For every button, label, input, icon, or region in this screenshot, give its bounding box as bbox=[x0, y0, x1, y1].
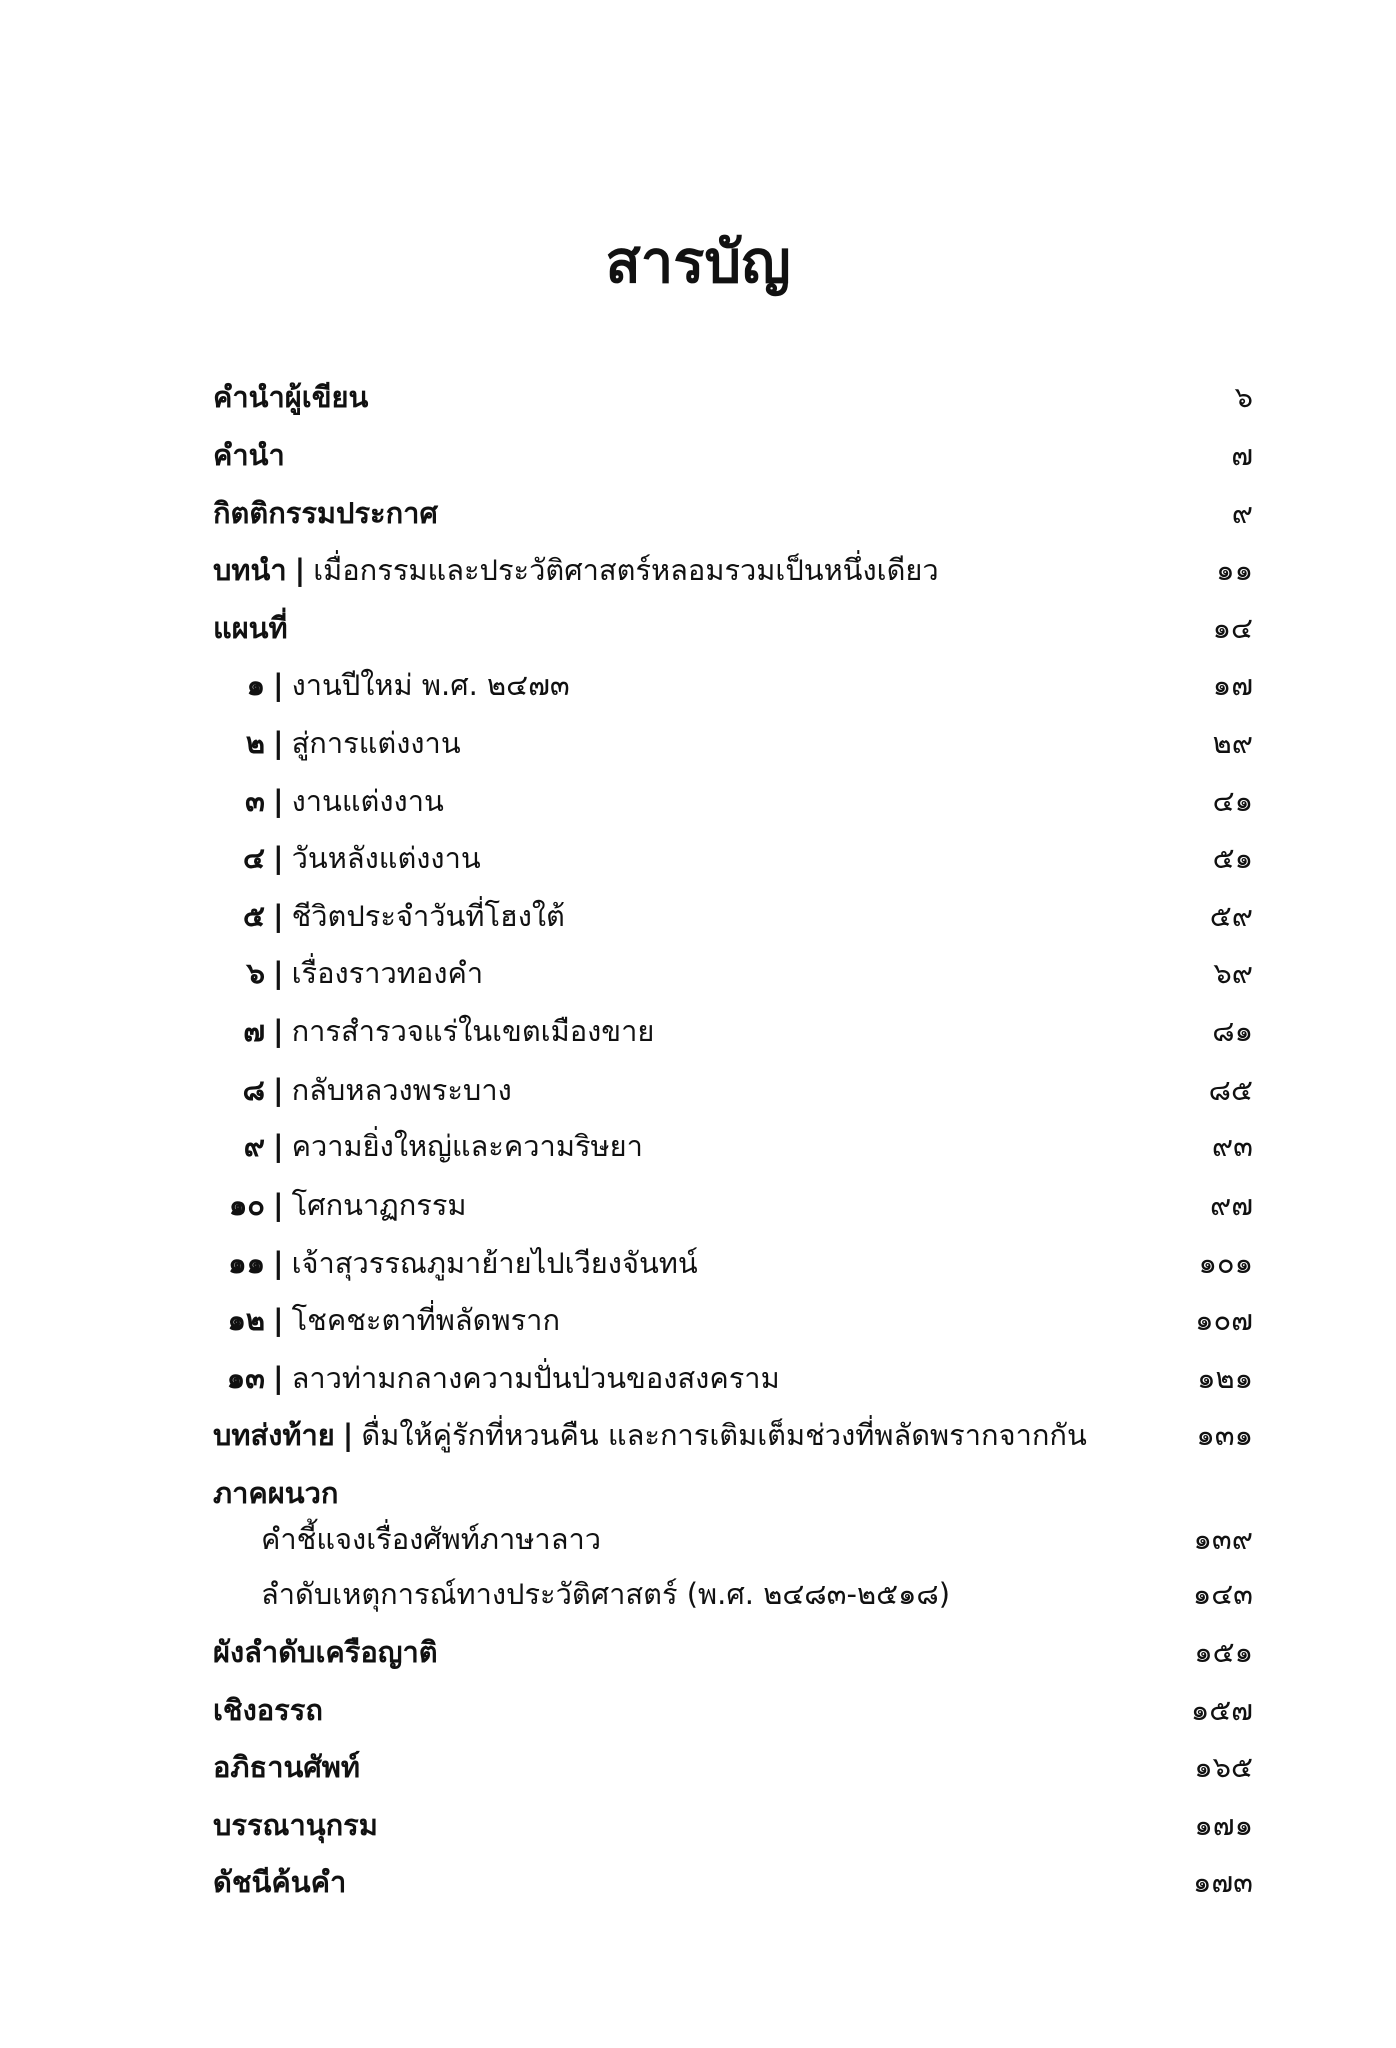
page-number: ๒๙ bbox=[1212, 726, 1253, 760]
page-number: ๑๒๑ bbox=[1197, 1361, 1253, 1395]
page-number: ๑๔ bbox=[1212, 611, 1253, 645]
chapter-number: ๑๓ bbox=[226, 1361, 265, 1395]
toc-entry-title bbox=[213, 430, 285, 480]
toc-entry[interactable] bbox=[213, 660, 1253, 710]
toc-entry-title bbox=[213, 1121, 643, 1171]
page-number: ๑๓๙ bbox=[1193, 1522, 1253, 1556]
toc-entry-title bbox=[213, 948, 483, 998]
separator: | bbox=[273, 668, 284, 702]
section-subtitle: เมื่อกรรมและประวัติศาสตร์หลอมรวมเป็นหนึ่งเดียว bbox=[313, 553, 939, 587]
separator: | bbox=[273, 1073, 284, 1107]
separator: | bbox=[273, 1361, 284, 1395]
chapter-title: เจ้าสุวรรณภูมาย้ายไปเวียงจันทน์ bbox=[291, 1246, 698, 1280]
section-prefix: บทนำ bbox=[213, 553, 287, 587]
page-number: ๑๕๑ bbox=[1194, 1635, 1253, 1669]
section-heading: ดัชนีค้นคำ bbox=[213, 1865, 347, 1899]
page-number: ๕๙ bbox=[1209, 899, 1253, 933]
toc-entry[interactable] bbox=[213, 1569, 1253, 1619]
toc-entry-title bbox=[213, 545, 939, 595]
toc-entry[interactable] bbox=[213, 1353, 1253, 1403]
page-number: ๑๐๑ bbox=[1198, 1246, 1253, 1280]
section-heading: แผนที่ bbox=[213, 611, 288, 645]
toc-entry-title bbox=[213, 1857, 346, 1907]
toc-entry-title bbox=[213, 660, 570, 710]
separator: | bbox=[273, 1188, 284, 1222]
chapter-number: ๘ bbox=[242, 1073, 265, 1107]
toc-entry-title bbox=[213, 1742, 360, 1792]
section-prefix: บทส่งท้าย bbox=[213, 1418, 335, 1452]
separator: | bbox=[273, 899, 284, 933]
toc-entry[interactable] bbox=[213, 891, 1253, 941]
separator: | bbox=[342, 1418, 354, 1452]
toc-entry-title bbox=[213, 1353, 780, 1403]
toc-entry[interactable] bbox=[213, 1006, 1253, 1056]
section-heading: กิตติกรรมประกาศ bbox=[213, 496, 438, 530]
separator: | bbox=[273, 1129, 284, 1163]
toc-entry-title bbox=[213, 1238, 698, 1288]
toc-entry-title bbox=[213, 603, 288, 653]
toc-entry[interactable] bbox=[213, 1410, 1253, 1460]
section-heading: อภิธานศัพท์ bbox=[213, 1750, 360, 1784]
page-number: ๑๗๑ bbox=[1194, 1808, 1253, 1842]
page-number: ๗ bbox=[1231, 438, 1253, 472]
toc-entry-title bbox=[213, 891, 565, 941]
page-number: ๖๙ bbox=[1213, 956, 1253, 990]
page-number: ๑๗ bbox=[1212, 668, 1253, 702]
chapter-number: ๔ bbox=[243, 841, 265, 875]
chapter-number: ๕ bbox=[243, 899, 265, 933]
toc-entry[interactable] bbox=[213, 833, 1253, 883]
chapter-number: ๙ bbox=[243, 1129, 265, 1163]
toc-entry[interactable] bbox=[213, 603, 1253, 653]
separator: | bbox=[273, 784, 284, 818]
toc-entry-title bbox=[213, 488, 438, 538]
page-number: ๑๑ bbox=[1216, 553, 1253, 587]
toc-entry[interactable] bbox=[213, 372, 1253, 422]
chapter-number: ๑๐ bbox=[228, 1188, 265, 1222]
toc-entry[interactable] bbox=[213, 1800, 1253, 1850]
chapter-title: วันหลังแต่งงาน bbox=[291, 841, 481, 875]
toc-entry-title bbox=[213, 1180, 467, 1230]
chapter-number: ๑๒ bbox=[227, 1303, 265, 1337]
chapter-title: สู่การแต่งงาน bbox=[291, 726, 461, 760]
page-number: ๘๕ bbox=[1208, 1073, 1253, 1107]
toc-entry[interactable] bbox=[213, 1238, 1253, 1288]
toc-entry-title bbox=[213, 776, 444, 826]
toc-entry-title bbox=[213, 1468, 338, 1518]
page-number: ๑๐๗ bbox=[1195, 1303, 1253, 1337]
chapter-title: เรื่องราวทองคำ bbox=[291, 956, 484, 990]
page-number: ๙๗ bbox=[1209, 1188, 1253, 1222]
toc-entry[interactable] bbox=[213, 545, 1253, 595]
page-number: ๙๓ bbox=[1211, 1129, 1253, 1163]
page-number: ๕๑ bbox=[1212, 841, 1253, 875]
chapter-title: ชีวิตประจำวันที่โฮงใต้ bbox=[291, 899, 565, 933]
toc-entry-title bbox=[213, 1410, 1087, 1460]
toc-entry-title bbox=[213, 1065, 512, 1115]
toc-entry[interactable] bbox=[213, 488, 1253, 538]
page-number: ๖ bbox=[1234, 380, 1253, 414]
toc-entry[interactable] bbox=[213, 430, 1253, 480]
chapter-title: ลาวท่ามกลางความปั่นป่วนของสงคราม bbox=[291, 1361, 780, 1395]
toc-entry[interactable] bbox=[213, 776, 1253, 826]
section-heading: เชิงอรรถ bbox=[213, 1693, 323, 1727]
toc-entry-title bbox=[213, 1627, 438, 1677]
toc-entry[interactable] bbox=[213, 1180, 1253, 1230]
page-number: ๔๑ bbox=[1212, 784, 1253, 818]
page-number: ๑๓๑ bbox=[1196, 1418, 1253, 1452]
toc-entry[interactable] bbox=[213, 1065, 1253, 1115]
separator: | bbox=[273, 956, 284, 990]
chapter-title: โศกนาฏกรรม bbox=[291, 1188, 467, 1222]
separator: | bbox=[294, 553, 306, 587]
chapter-title: การสำรวจแร่ในเขตเมืองขาย bbox=[291, 1014, 655, 1048]
toc-entry-title bbox=[213, 833, 481, 883]
toc-entry[interactable] bbox=[213, 948, 1253, 998]
chapter-number: ๑ bbox=[246, 668, 265, 702]
section-heading: คำนำ bbox=[213, 438, 285, 472]
separator: | bbox=[273, 841, 284, 875]
appendix-item: ลำดับเหตุการณ์ทางประวัติศาสตร์ (พ.ศ. ๒๔๘๓-๒๕๑๘) bbox=[261, 1577, 951, 1611]
page-number: ๑๖๕ bbox=[1194, 1750, 1253, 1784]
toc-entry-title bbox=[213, 1006, 654, 1056]
toc-entry[interactable] bbox=[213, 1627, 1253, 1677]
chapter-number: ๒ bbox=[245, 726, 265, 760]
page-number: ๘๑ bbox=[1212, 1014, 1253, 1048]
chapter-number: ๓ bbox=[245, 784, 265, 818]
toc-entry[interactable] bbox=[213, 1468, 1253, 1518]
toc-entry-title bbox=[213, 372, 368, 422]
separator: | bbox=[273, 1246, 284, 1280]
appendix-item: คำชี้แจงเรื่องศัพท์ภาษาลาว bbox=[261, 1522, 602, 1556]
toc-entry-title bbox=[213, 718, 461, 768]
separator: | bbox=[273, 1303, 284, 1337]
toc-entry[interactable] bbox=[213, 1295, 1253, 1345]
page-number: ๑๕๗ bbox=[1190, 1693, 1253, 1727]
chapter-number: ๖ bbox=[246, 956, 265, 990]
page-number: ๑๔๓ bbox=[1192, 1577, 1253, 1611]
chapter-title: ความยิ่งใหญ่และความริษยา bbox=[291, 1129, 643, 1163]
toc-entry[interactable] bbox=[213, 718, 1253, 768]
chapter-title: โชคชะตาที่พลัดพราก bbox=[291, 1303, 560, 1337]
toc-entry-title bbox=[261, 1514, 601, 1564]
toc-entry[interactable] bbox=[213, 1121, 1253, 1171]
toc-entry-title bbox=[213, 1685, 323, 1735]
page-number: ๑๗๓ bbox=[1192, 1865, 1253, 1899]
section-subtitle: ดื่มให้คู่รักที่หวนคืน และการเติมเต็มช่วงที่พลัดพรากจากกัน bbox=[361, 1418, 1087, 1452]
toc-entry[interactable] bbox=[213, 1857, 1253, 1907]
separator: | bbox=[273, 1014, 284, 1048]
separator: | bbox=[273, 726, 284, 760]
toc-entry[interactable] bbox=[213, 1685, 1253, 1735]
chapter-title: งานแต่งงาน bbox=[291, 784, 444, 818]
page-number: ๙ bbox=[1231, 496, 1253, 530]
chapter-number: ๗ bbox=[243, 1014, 265, 1048]
toc-entry[interactable] bbox=[213, 1742, 1253, 1792]
section-heading: บรรณานุกรม bbox=[213, 1808, 378, 1842]
chapter-title: งานปีใหม่ พ.ศ. ๒๔๗๓ bbox=[291, 668, 570, 702]
toc-entry[interactable] bbox=[213, 1514, 1253, 1564]
chapter-title: กลับหลวงพระบาง bbox=[291, 1073, 512, 1107]
section-heading: ผังลำดับเครือญาติ bbox=[213, 1635, 438, 1669]
toc-entry-title bbox=[213, 1800, 378, 1850]
toc-entry-title bbox=[213, 1295, 560, 1345]
page-title: สารบัญ bbox=[605, 228, 791, 296]
toc-entry-title bbox=[261, 1569, 950, 1619]
chapter-number: ๑๑ bbox=[228, 1246, 265, 1280]
section-heading: คำนำผู้เขียน bbox=[213, 380, 369, 414]
section-heading: ภาคผนวก bbox=[213, 1476, 339, 1510]
